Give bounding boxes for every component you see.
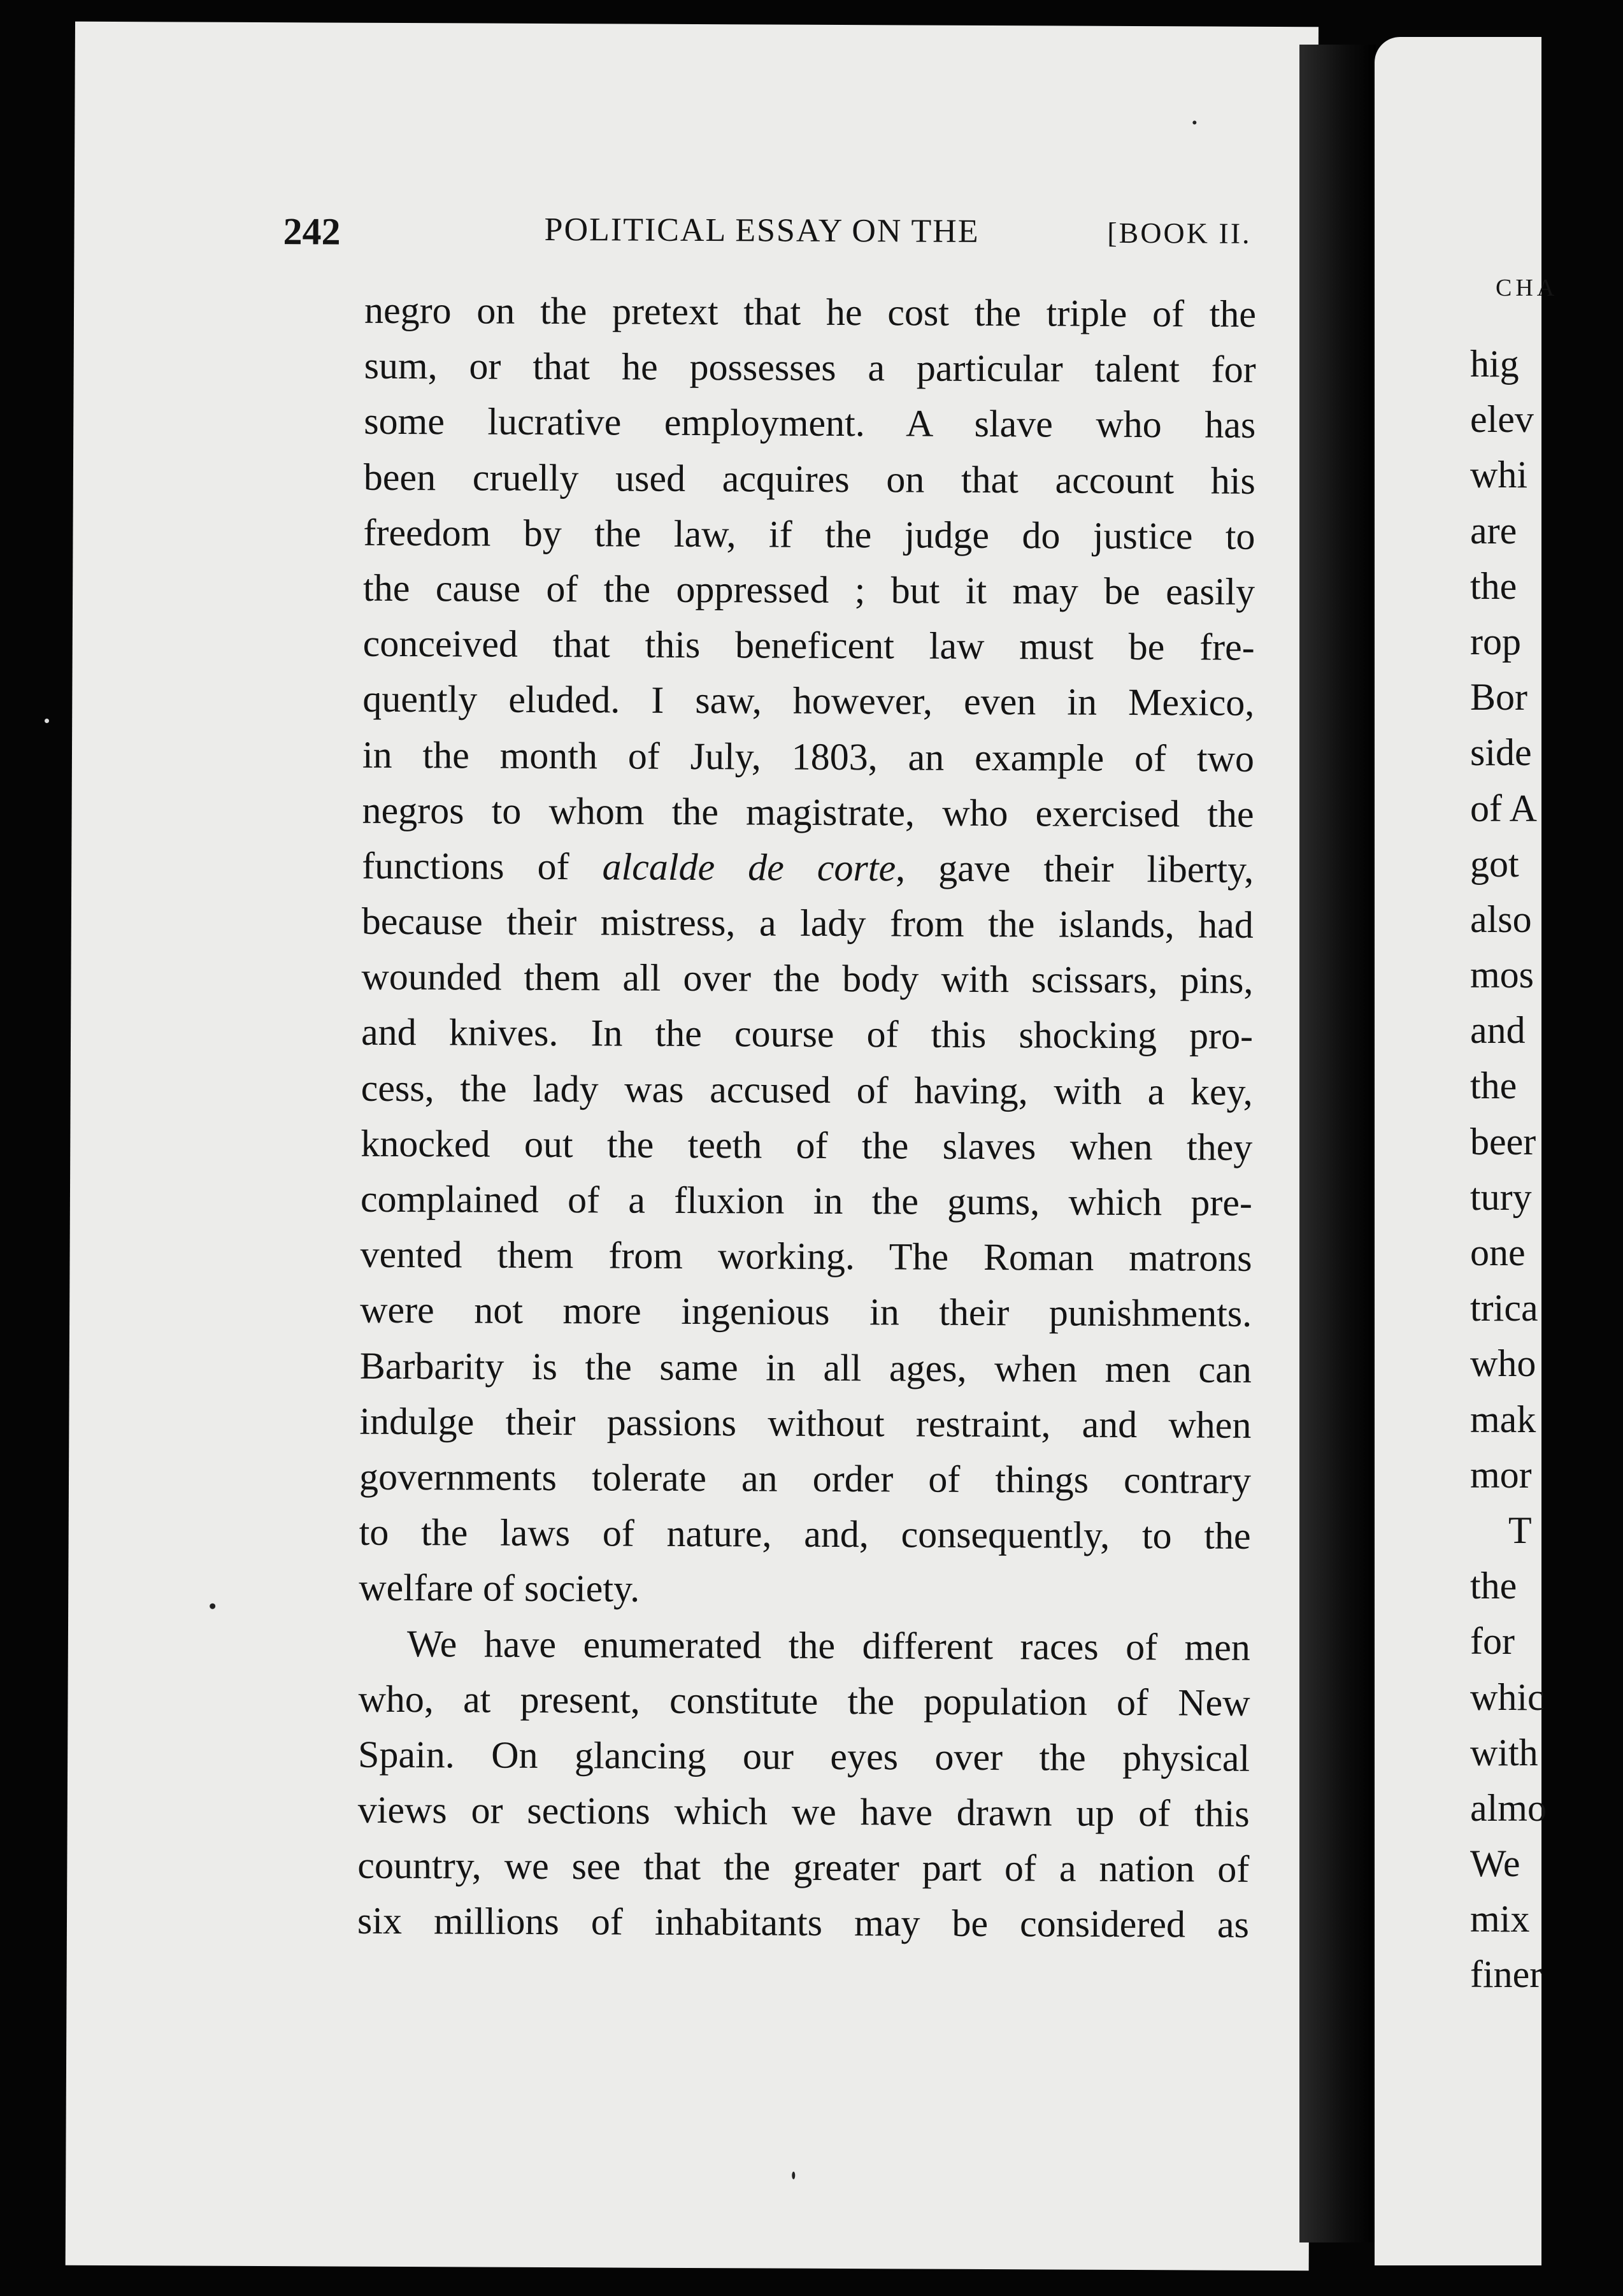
text-fragment: of A	[1470, 787, 1537, 829]
text-fragment: trica	[1470, 1287, 1538, 1330]
text-fragment: hig	[1470, 343, 1519, 385]
text-fragment: Bor	[1470, 676, 1527, 719]
text-fragment: mix	[1470, 1898, 1530, 1941]
text-line: sum, or that he possesses a particular talent for	[364, 344, 1256, 391]
text-fragment: with	[1470, 1731, 1538, 1774]
text-line: conceived that this beneficent law must be fre-	[362, 622, 1255, 668]
text-fragment: for	[1470, 1620, 1515, 1663]
text-fragment: whi	[1470, 454, 1527, 496]
right-running-head: CHA	[1496, 275, 1559, 301]
text-fragment: almo	[1470, 1786, 1547, 1829]
text-line: negro on the pretext that he cost the triple of the	[364, 289, 1257, 335]
text-fragment: elev	[1470, 398, 1534, 441]
paragraph-start-line: We have enumerated the different races of men	[406, 1622, 1251, 1668]
text-fragment: one	[1470, 1231, 1526, 1274]
text-line: cess, the lady was accused of having, with a key,	[361, 1066, 1253, 1113]
text-fragment: got	[1470, 842, 1519, 885]
right-page-text	[1470, 336, 1623, 2003]
text-line: were not more ingenious in their punishments.	[360, 1289, 1252, 1335]
text-line: Spain. On glancing our eyes over the physical	[358, 1733, 1250, 1779]
text-fragment: are	[1470, 509, 1517, 552]
text-line: in the month of July, 1803, an example of two	[362, 733, 1255, 780]
text-fragment: the	[1470, 1065, 1517, 1107]
text-line: some lucrative employment. A slave who has	[364, 400, 1256, 447]
text-fragment: and	[1470, 1009, 1526, 1052]
text-fragment: the	[1470, 1565, 1517, 1607]
text-line: complained of a fluxion in the gums, which pre-	[360, 1177, 1253, 1224]
text-fragment: who	[1470, 1342, 1536, 1385]
dust-speck	[210, 1604, 215, 1609]
text-line: indulge their passions without restraint, and when	[359, 1400, 1252, 1446]
running-head	[283, 201, 1251, 262]
text-line: to the laws of nature, and, consequently, to the	[359, 1510, 1251, 1557]
dust-speck	[792, 2172, 795, 2179]
text-line: wounded them all over the body with scissars, pins,	[361, 955, 1254, 1002]
left-page	[66, 22, 1319, 2271]
text-line: governments tolerate an order of things contrary	[359, 1455, 1252, 1502]
text-fragment: T	[1508, 1509, 1532, 1551]
dust-speck	[1192, 120, 1196, 124]
text-line: knocked out the teeth of the slaves when they	[361, 1122, 1253, 1168]
text-fragment: the	[1470, 564, 1517, 607]
text-fragment: , gave their liberty,	[896, 847, 1254, 891]
text-fragment: finer	[1470, 1953, 1543, 1996]
text-fragment: also	[1470, 898, 1532, 940]
text-line: negros to whom the magistrate, who exercised the	[362, 789, 1254, 835]
book-reference: [BOOK II.	[1107, 216, 1252, 250]
text-line-with-italic	[362, 838, 1254, 898]
text-fragment: mos	[1470, 954, 1534, 996]
paragraph-end-line: welfare of society.	[359, 1567, 640, 1610]
body-text	[357, 283, 1256, 1953]
dust-speck	[45, 719, 49, 723]
text-fragment: rop	[1470, 620, 1521, 663]
right-page	[1375, 37, 1559, 2265]
text-line: the cause of the oppressed ; but it may be easily	[362, 566, 1255, 613]
page-number: 242	[283, 210, 341, 253]
running-title: POLITICAL ESSAY ON THE	[544, 211, 980, 250]
text-line: views or sections which we have drawn up of this	[357, 1788, 1250, 1835]
text-fragment: side	[1470, 731, 1532, 774]
text-line: country, we see that the greater part of a nation of	[357, 1844, 1250, 1891]
text-fragment: tury	[1470, 1175, 1532, 1218]
text-fragment: We	[1470, 1842, 1520, 1885]
text-line: quently eluded. I saw, however, even in Mexico,	[362, 678, 1255, 724]
text-line: been cruelly used acquires on that account his	[363, 456, 1256, 502]
text-line: freedom by the law, if the judge do justice to	[363, 511, 1255, 557]
text-line: because their mistress, a lady from the islands, had	[361, 900, 1254, 946]
text-fragment: mak	[1470, 1398, 1536, 1440]
text-fragment: mor	[1470, 1453, 1532, 1496]
text-line: and knives. In the course of this shocking pro-	[361, 1011, 1254, 1058]
text-line: who, at present, constitute the population of New	[358, 1677, 1250, 1724]
text-line: vented them from working. The Roman matrons	[360, 1233, 1252, 1280]
book-gutter-shadow	[1299, 45, 1376, 2242]
italic-phrase: alcalde de corte	[602, 845, 896, 889]
text-fragment: functions of	[362, 844, 603, 888]
text-fragment: whic	[1470, 1675, 1545, 1718]
text-fragment: beer	[1470, 1120, 1536, 1163]
text-line: six millions of inhabitants may be considered as	[357, 1900, 1250, 1946]
text-line: Barbarity is the same in all ages, when men can	[359, 1344, 1252, 1391]
